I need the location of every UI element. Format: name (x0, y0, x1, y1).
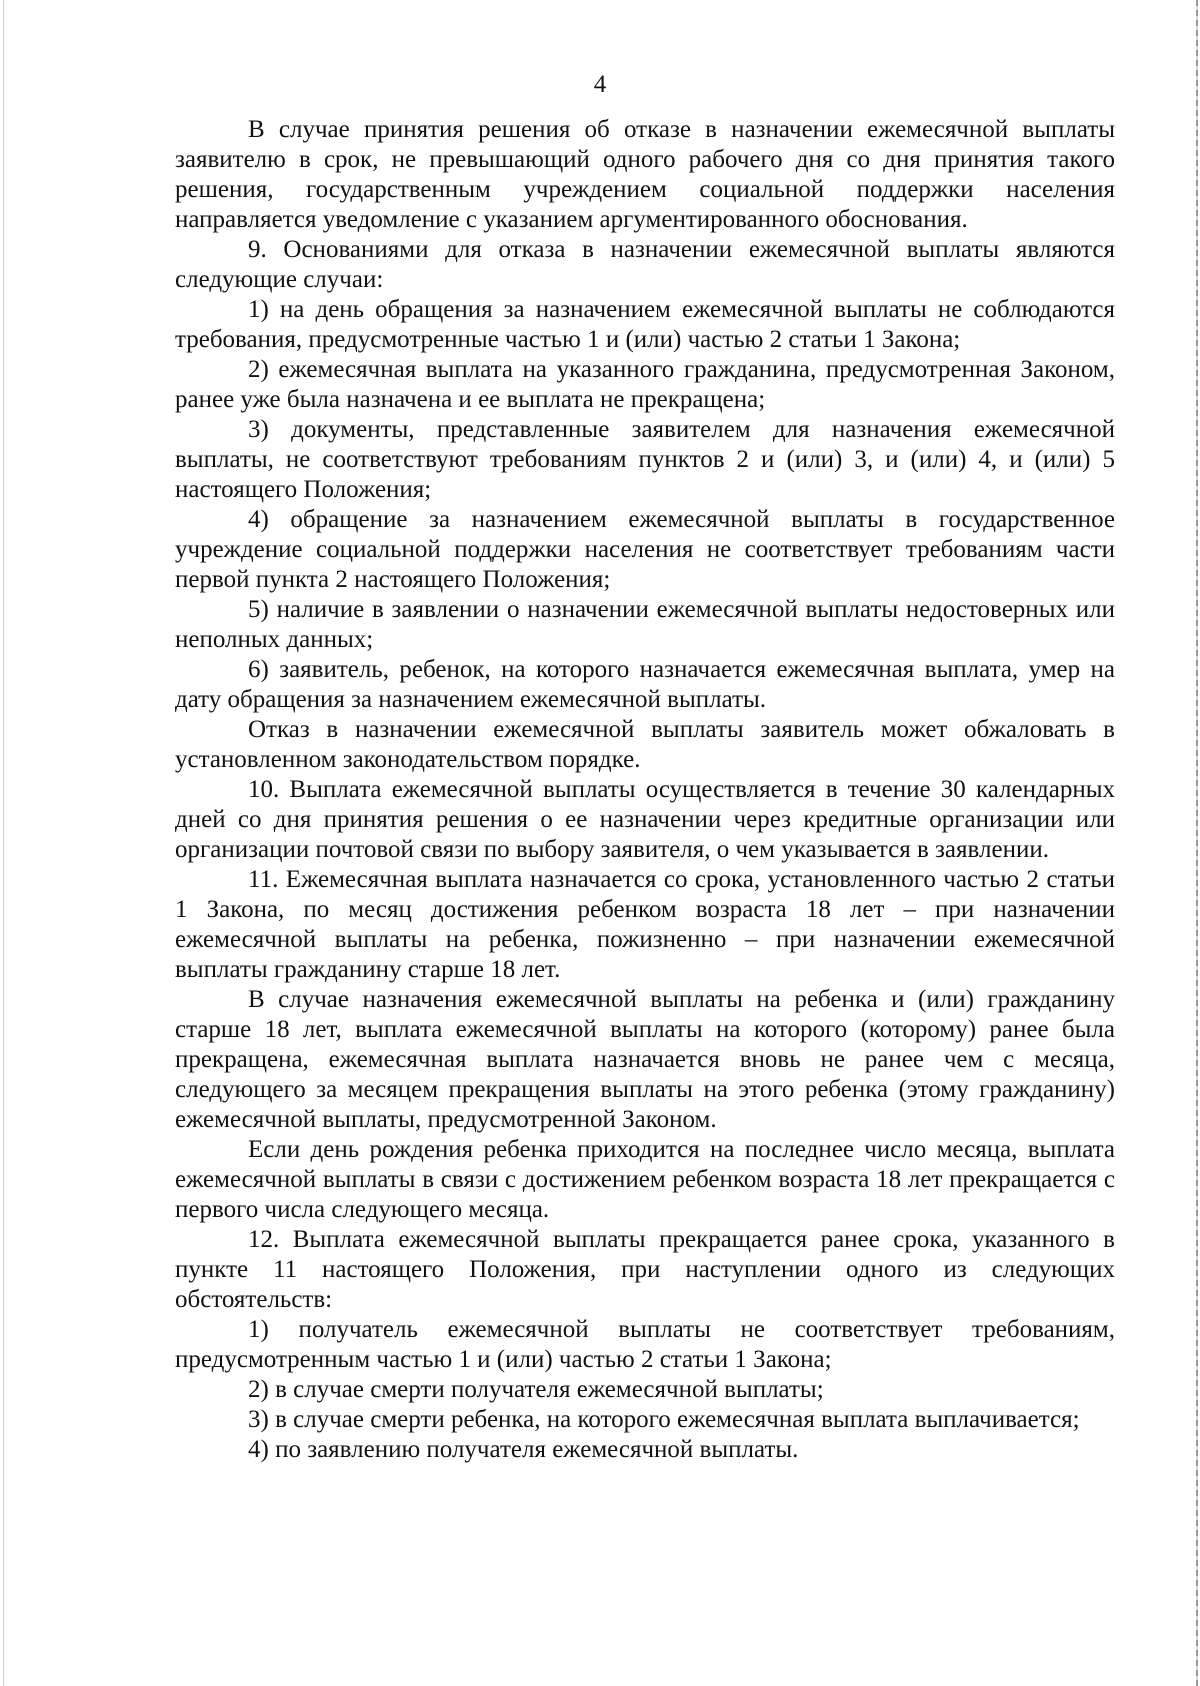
paragraph-refusal-notice: В случае принятия решения об отказе в назначении ежемесячной выплаты заявителю в срок, не превышающий одного рабочего дня со дня принятия такого решения, государственным учреждением социальной поддержки населения направляется уведомление с указанием аргументированного обоснования. (175, 116, 1115, 233)
paragraph-9-grounds-for-refusal: 9. Основаниями для отказа в назначении ежемесячной выплаты являются следующие случаи: (175, 236, 1115, 293)
document-body (175, 115, 1115, 1465)
paragraph-9-item-1: 1) на день обращения за назначением ежемесячной выплаты не соблюдаются требования, предусмотренные частью 1 и (или) частью 2 статьи 1 Закона; (175, 296, 1115, 353)
paragraph-appeal: Отказ в назначении ежемесячной выплаты заявитель может обжаловать в установленном законодательством порядке. (175, 716, 1115, 773)
paragraph-9-item-5: 5) наличие в заявлении о назначении ежемесячной выплаты недостоверных или неполных данных; (175, 596, 1115, 653)
paragraph-9-item-2: 2) ежемесячная выплата на указанного гражданина, предусмотренная Законом, ранее уже была назначена и ее выплата не прекращена; (175, 356, 1115, 413)
paragraph-12-item-3: 3) в случае смерти ребенка, на которого ежемесячная выплата выплачивается; (248, 1406, 1080, 1433)
page-number: 4 (593, 71, 607, 98)
paragraph-11-assignment-period: 11. Ежемесячная выплата назначается со срока, установленного частью 2 статьи 1 Закона, по месяц достижения ребенком возраста 18 лет – при назначении ежемесячной выплаты на ребенка, пожизненно – при назначении ежемесячной выплаты гражданину старше 18 лет. (175, 866, 1115, 983)
paragraph-11-birthday-rule: Если день рождения ребенка приходится на последнее число месяца, выплата ежемесячной выплаты в связи с достижением ребенком возраста 18 лет прекращается с первого числа следующего месяца. (175, 1136, 1115, 1223)
paragraph-12-item-4: 4) по заявлению получателя ежемесячной выплаты. (248, 1436, 799, 1463)
paragraph-11-reassignment: В случае назначения ежемесячной выплаты на ребенка и (или) гражданину старше 18 лет, выплата ежемесячной выплаты на которого (которому) ранее была прекращена, ежемесячная выплата назначается вновь не ранее чем с месяца, следующего за месяцем прекращения выплаты на этого ребенка (этому гражданину) ежемесячной выплаты, предусмотренной Законом. (175, 986, 1115, 1133)
paragraph-9-item-3: 3) документы, представленные заявителем для назначения ежемесячной выплаты, не соответствуют требованиям пунктов 2 и (или) 3, и (или) 4, и (или) 5 настоящего Положения; (175, 416, 1115, 503)
paragraph-9-item-4: 4) обращение за назначением ежемесячной выплаты в государственное учреждение социальной поддержки населения не соответствует требованиям части первой пункта 2 настоящего Положения; (175, 506, 1115, 593)
scan-edge-left (3, 0, 4, 1686)
paragraph-10-payment: 10. Выплата ежемесячной выплаты осуществляется в течение 30 календарных дней со дня принятия решения о ее назначении через кредитные организации или организации почтовой связи по выбору заявителя, о чем указывается в заявлении. (175, 776, 1115, 863)
paragraph-12-termination: 12. Выплата ежемесячной выплаты прекращается ранее срока, указанного в пункте 11 настоящего Положения, при наступлении одного из следующих обстоятельств: (175, 1226, 1115, 1313)
scan-edge-right (1196, 0, 1198, 1686)
paragraph-9-item-6: 6) заявитель, ребенок, на которого назначается ежемесячная выплата, умер на дату обращения за назначением ежемесячной выплаты. (175, 656, 1115, 713)
paragraph-12-item-1: 1) получатель ежемесячной выплаты не соответствует требованиям, предусмотренным частью 1 и (или) частью 2 статьи 1 Закона; (175, 1316, 1115, 1373)
paragraph-12-item-2: 2) в случае смерти получателя ежемесячной выплаты; (248, 1376, 824, 1403)
